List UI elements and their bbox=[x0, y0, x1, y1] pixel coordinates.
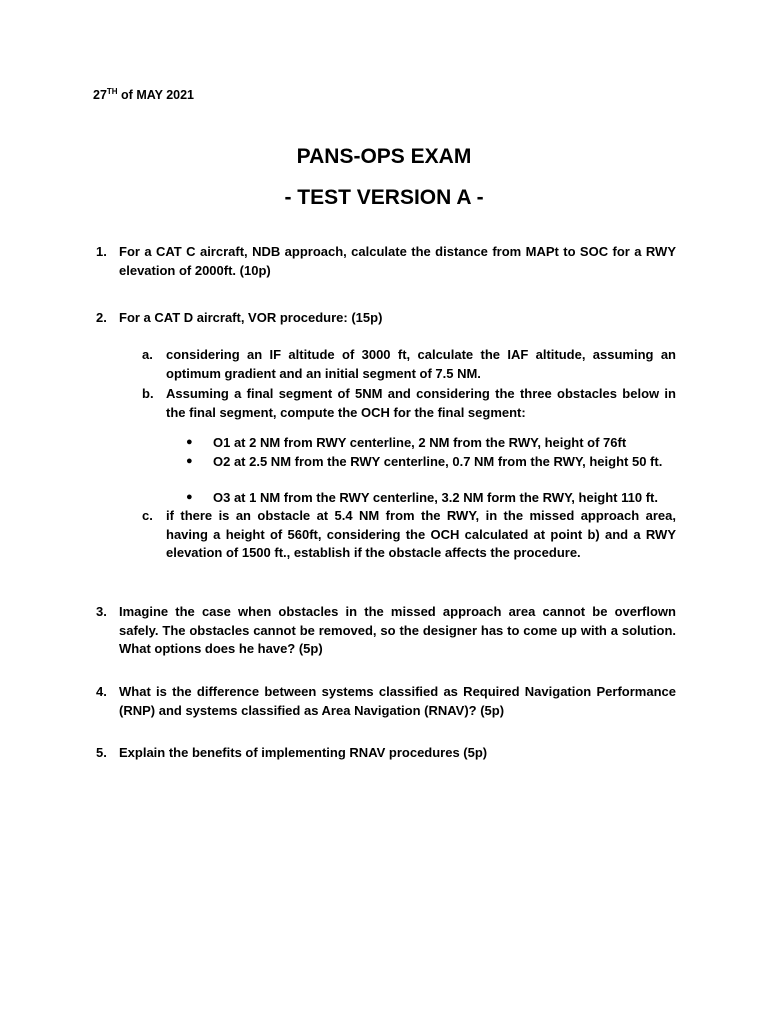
obstacle-bullet-1 bbox=[186, 434, 676, 451]
subquestion-text: considering an IF altitude of 3000 ft, calculate the IAF altitude, assuming an optimum gradient and an initial segment of 7.5 NM. bbox=[166, 347, 676, 381]
question-1 bbox=[96, 243, 676, 280]
question-number: 2. bbox=[96, 310, 107, 325]
subquestion-c bbox=[142, 507, 676, 563]
bullet-icon: ● bbox=[186, 491, 193, 503]
bullet-icon: ● bbox=[186, 455, 193, 467]
date-month-year: of MAY 2021 bbox=[117, 88, 195, 102]
question-number: 1. bbox=[96, 244, 107, 259]
question-text: Imagine the case when obstacles in the missed approach area cannot be overflown safely. The obstacles cannot be removed, so the designer has to come up with a solution. What options does he have? (5p) bbox=[119, 604, 676, 656]
question-text: What is the difference between systems classified as Required Navigation Performance (RNP) and systems classified as Area Navigation (RNAV)? (5p) bbox=[119, 684, 676, 718]
question-number: 4. bbox=[96, 684, 107, 699]
subquestion-letter: b. bbox=[142, 386, 154, 401]
exam-version: - TEST VERSION A - bbox=[284, 186, 484, 209]
date-ordinal-suffix: TH bbox=[106, 86, 118, 96]
question-text: Explain the benefits of implementing RNAV procedures (5p) bbox=[119, 745, 488, 760]
subquestion-letter: a. bbox=[142, 347, 153, 362]
bullet-icon: ● bbox=[186, 436, 193, 448]
subquestion-text: if there is an obstacle at 5.4 NM from the RWY, in the missed approach area, having a height of 560ft, considering the OCH calculated at point b) and a RWY elevation of 1500 ft., establish if the obstacle affects the procedure. bbox=[166, 508, 676, 560]
subquestion-letter: c. bbox=[142, 508, 153, 523]
question-number: 5. bbox=[96, 745, 107, 760]
question-2 bbox=[96, 309, 676, 328]
date-day: 27 bbox=[93, 88, 107, 102]
question-text: For a CAT C aircraft, NDB approach, calculate the distance from MAPt to SOC for a RWY elevation of 2000ft. (10p) bbox=[119, 244, 676, 278]
exam-title: PANS-OPS EXAM bbox=[296, 145, 472, 168]
bullet-text: O1 at 2 NM from RWY centerline, 2 NM from the RWY, height of 76ft bbox=[213, 435, 627, 450]
question-3 bbox=[96, 603, 676, 659]
question-number: 3. bbox=[96, 604, 107, 619]
bullet-text: O3 at 1 NM from the RWY centerline, 3.2 NM form the RWY, height 110 ft. bbox=[213, 490, 658, 505]
question-4 bbox=[96, 683, 676, 720]
question-5 bbox=[96, 744, 676, 763]
bullet-text: O2 at 2.5 NM from the RWY centerline, 0.7 NM from the RWY, height 50 ft. bbox=[213, 454, 663, 469]
subquestion-b bbox=[142, 385, 676, 422]
question-text: For a CAT D aircraft, VOR procedure: (15p) bbox=[119, 310, 383, 325]
subquestion-a bbox=[142, 346, 676, 383]
subquestion-text: Assuming a final segment of 5NM and considering the three obstacles below in the final segment, compute the OCH for the final segment: bbox=[166, 386, 676, 420]
obstacle-bullet-3 bbox=[186, 489, 676, 506]
exam-date bbox=[93, 88, 194, 102]
obstacle-bullet-2 bbox=[186, 453, 676, 470]
